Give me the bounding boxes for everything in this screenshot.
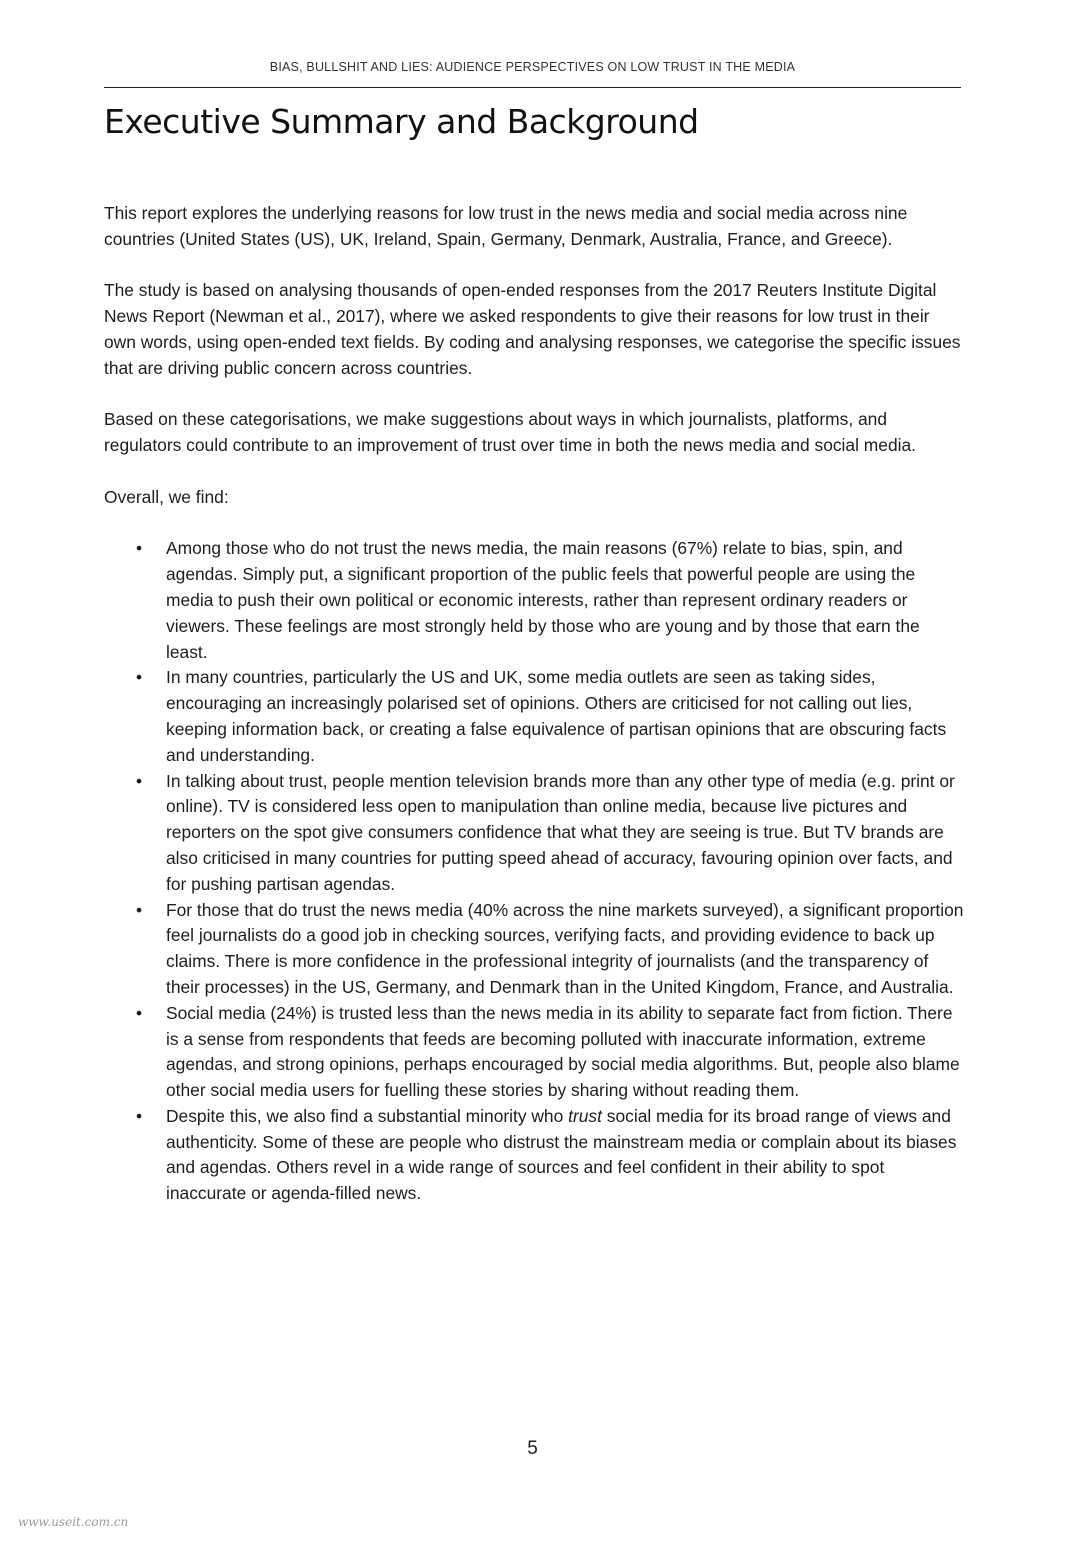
bullet-marker: • (136, 1105, 143, 1126)
list-item-text: For those that do trust the news media (40% across the nine markets surveyed), a significant proportion feel journalists do a good job in checking sources, verifying facts, and providing evidence to back up claims. There is more confidence in the professional integrity of journalists (and the transparency of their processes) in the US, Germany, and Denmark than in the United Kingdom, France, and Australia. (166, 899, 964, 997)
header-divider (104, 87, 961, 88)
list-item-text: Social media (24%) is trusted less than the news media in its ability to separate fact from fiction. There is a sense from respondents that feeds are becoming polluted with inaccurate information, extreme agendas, and strong opinions, perhaps encouraged by social media algorithms. But, people also blame other social media users for fuelling these stories by sharing without reading them. (166, 1002, 960, 1101)
list-item-emphasis: trust (568, 1105, 602, 1126)
suggestions-paragraph: Based on these categorisations, we make suggestions about ways in which journalists, platforms, and regulators could contribute to an improvement of trust over time in both the news media and social media. (104, 409, 916, 456)
list-item (136, 1104, 966, 1207)
list-item (136, 665, 966, 768)
bullet-marker: • (136, 770, 143, 791)
list-item-text-before: Despite this, we also find a substantial minority who (166, 1105, 569, 1126)
list-item-text-after: social media for its broad range of views and authenticity. Some of these are people who distrust the mainstream media or complain about its biases and agendas. Others revel in a wide range of sources and feel confident in their ability to spot inaccurate or agenda-filled news. (166, 1105, 957, 1204)
body-text (104, 201, 966, 1207)
page-title: Executive Summary and Background (104, 102, 699, 141)
bullet-marker: • (136, 667, 143, 688)
list-item (136, 898, 966, 1001)
watermark: www.useit.com.cn (18, 1515, 129, 1529)
list-item-text: In talking about trust, people mention television brands more than any other type of media (e.g. print or online). TV is considered less open to manipulation than online media, because live pictures and reporters on the spot give consumers confidence that what they are seeing is true. But TV brands are also criticised in many countries for putting speed ahead of accuracy, favouring opinion over facts, and for pushing partisan agendas. (166, 770, 955, 894)
list-item (136, 536, 966, 665)
bullet-marker: • (136, 538, 143, 559)
method-paragraph: The study is based on analysing thousands of open-ended responses from the 2017 Reuters Institute Digital News Report (Newman et al., 2017), where we asked respondents to give their reasons for low trust in their own words, using open-ended text fields. By coding and analysing responses, we categorise the specific issues that are driving public concern across countries. (104, 280, 961, 378)
list-item-text: Among those who do not trust the news media, the main reasons (67%) relate to bias, spin, and agendas. Simply put, a significant proportion of the public feels that powerful people are using the media to push their own political or economic interests, rather than represent ordinary readers or viewers. These feelings are most strongly held by those who are young and by those that earn the least. (166, 538, 920, 662)
findings-lead: Overall, we find: (104, 486, 229, 507)
bullet-marker: • (136, 899, 143, 920)
bullet-marker: • (136, 1002, 143, 1023)
page-number: 5 (527, 1438, 538, 1459)
running-header: BIAS, BULLSHIT AND LIES: AUDIENCE PERSPECTIVES ON LOW TRUST IN THE MEDIA (269, 60, 796, 74)
intro-paragraph: This report explores the underlying reasons for low trust in the news media and social media across nine countries (United States (US), UK, Ireland, Spain, Germany, Denmark, Australia, France, and Greece). (104, 203, 908, 249)
list-item (136, 1001, 966, 1104)
findings-list (104, 536, 966, 1207)
list-item (136, 769, 966, 898)
list-item-text: In many countries, particularly the US and UK, some media outlets are seen as taking sides, encouraging an increasingly polarised set of opinions. Others are criticised for not calling out lies, keeping information back, or creating a false equivalence of partisan opinions that are obscuring facts and understanding. (166, 667, 947, 765)
